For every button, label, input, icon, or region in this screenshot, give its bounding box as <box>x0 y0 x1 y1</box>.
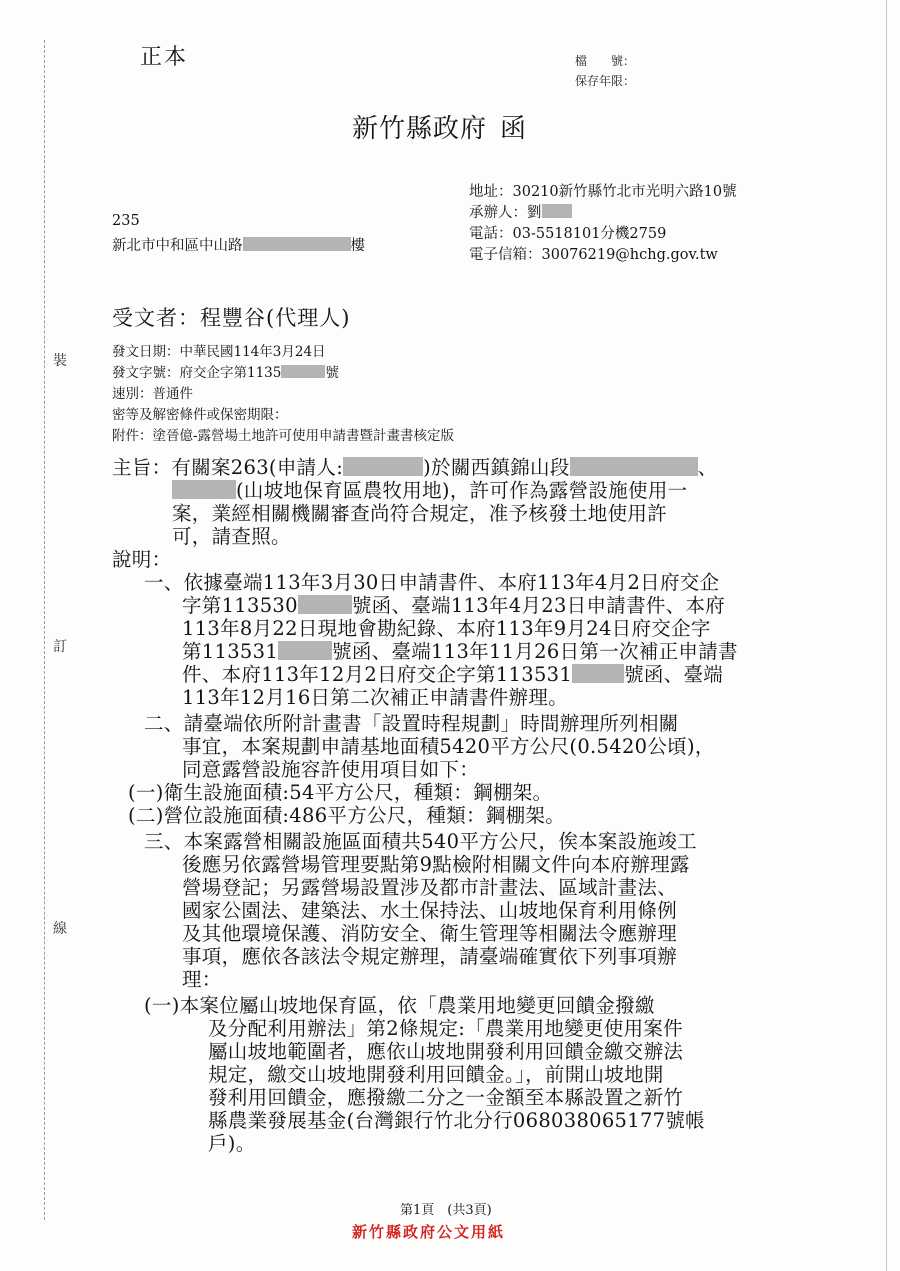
item3-sub1-line-5: 發利用回饋金，應撥繳二分之一金額至本縣設置之新竹 <box>208 1086 684 1109</box>
item3-line-1: 三、本案露營相關設施區面積共540平方公尺，俟本案設施竣工 <box>144 830 697 853</box>
subject-line-1: 主旨：有關案263(申請人: )於關西鎮錦山段 、 <box>112 456 718 479</box>
speed-category: 速別：普通件 <box>112 386 193 402</box>
page-number: 第1頁 (共3頁) <box>400 1203 492 1218</box>
recipient-address: 新北市中和區中山路 樓 <box>112 238 365 254</box>
redacted-doc-no-1 <box>298 595 352 614</box>
item1-line-5: 件、本府113年12月2日府交企字第113531 號函、臺端 <box>182 663 724 686</box>
item1-line-1: 一、依據臺端113年3月30日申請書件、本府113年4月2日府交企 <box>144 571 720 594</box>
item3-line-6: 事項，應依各該法令規定辦理，請臺端確實依下列事項辦 <box>182 945 678 968</box>
redacted-doc-no-2 <box>278 641 332 660</box>
redacted-applicant <box>343 457 423 476</box>
redacted-address <box>243 237 351 251</box>
binding-mark-top: 裝 <box>53 353 67 369</box>
redacted-issue-number <box>281 365 325 378</box>
item1-line-6: 113年12月16日第二次補正申請書件辦理。 <box>182 686 568 709</box>
item3-line-4: 國家公園法、建築法、水土保持法、山坡地保育利用條例 <box>182 899 678 922</box>
item3-sub1-line-3: 屬山坡地範圍者，應依山坡地開發利用回饋金繳交辦法 <box>208 1040 684 1063</box>
redacted-lot-1 <box>570 457 698 476</box>
item3-sub1-line-6: 縣農業發展基金(台灣銀行竹北分行068038065177號帳 <box>208 1109 705 1132</box>
page-edge <box>886 0 887 1271</box>
recipient-postal-code: 235 <box>112 213 140 229</box>
official-paper-label: 新竹縣政府公文用紙 <box>352 1223 506 1241</box>
subject-line-4: 可，請查照。 <box>172 525 291 548</box>
document-type: 函 <box>500 114 527 144</box>
item1-line-2: 字第113530 號函、臺端113年4月23日申請書件、本府 <box>182 594 726 617</box>
binding-mark-middle: 訂 <box>53 639 67 655</box>
agency-email: 電子信箱：30076219@hchg.gov.tw <box>469 247 718 263</box>
case-handler: 承辦人：劉 <box>469 201 572 222</box>
file-number-label: 檔 號： <box>575 54 636 68</box>
item3-line-7: 理： <box>182 968 222 991</box>
receiver: 受文者：程豐谷(代理人) <box>112 306 351 330</box>
item2-line-2: 事宜，本案規劃申請基地面積5420平方公尺(0.5420公頃)， <box>182 735 715 758</box>
item2-line-1: 二、請臺端依所附計畫書「設置時程規劃」時間辦理所列相關 <box>144 712 679 735</box>
redacted-lot-2 <box>172 480 236 499</box>
redacted-handler-name <box>542 204 572 218</box>
item2-sub-1: (一)衛生設施面積:54平方公尺，種類：鋼棚架。 <box>128 781 553 804</box>
attachment: 附件：塗晉億-露營場土地許可使用申請書暨計畫書核定版 <box>112 428 455 444</box>
item3-sub1-line-7: 戶)。 <box>208 1132 256 1155</box>
item2-line-3: 同意露營設施容許使用項目如下： <box>182 758 480 781</box>
item3-line-5: 及其他環境保護、消防安全、衛生管理等相關法令應辦理 <box>182 922 678 945</box>
issue-number: 發文字號：府交企字第1135 號 <box>112 365 339 381</box>
subject-line-2: (山坡地保育區農牧用地)，許可作為露營設施使用一 <box>172 479 687 502</box>
item3-sub1-line-2: 及分配利用辦法」第2條規定:「農業用地變更使用案件 <box>208 1017 683 1040</box>
agency-name: 新竹縣政府 <box>352 114 488 144</box>
subject-line-3: 案，業經相關機關審查尚符合規定，准予核發土地使用許 <box>172 502 668 525</box>
agency-address: 地址：30210新竹縣竹北市光明六路10號 <box>469 184 737 200</box>
item3-sub1-line-4: 規定，繳交山坡地開發利用回饋金。」，前開山坡地開 <box>208 1063 664 1086</box>
item3-line-3: 營場登記；另露營場設置涉及都市計畫法、區域計畫法、 <box>182 876 678 899</box>
item3-sub1-line-1: (一)本案位屬山坡地保育區，依「農業用地變更回饋金撥繳 <box>144 994 655 1017</box>
agency-phone: 電話：03-5518101分機2759 <box>469 226 667 242</box>
original-copy-mark: 正本 <box>140 45 189 70</box>
issue-date: 發文日期：中華民國114年3月24日 <box>112 344 326 360</box>
item1-line-4: 第113531 號函、臺端113年11月26日第一次補正申請書 <box>182 640 738 663</box>
explanation-label: 說明： <box>112 548 172 571</box>
item3-line-2: 後應另依露營場管理要點第9點檢附相關文件向本府辦理露 <box>182 853 690 876</box>
binding-line <box>44 40 45 1220</box>
secrecy-level: 密等及解密條件或保密期限： <box>112 407 288 423</box>
item1-line-3: 113年8月22日現地會勘紀錄、本府113年9月24日府交企字 <box>182 617 711 640</box>
binding-mark-bottom: 線 <box>53 921 67 937</box>
retention-period-label: 保存年限： <box>575 74 636 88</box>
redacted-doc-no-3 <box>572 664 624 683</box>
item2-sub-2: (二)營位設施面積:486平方公尺，種類：鋼棚架。 <box>128 804 566 827</box>
